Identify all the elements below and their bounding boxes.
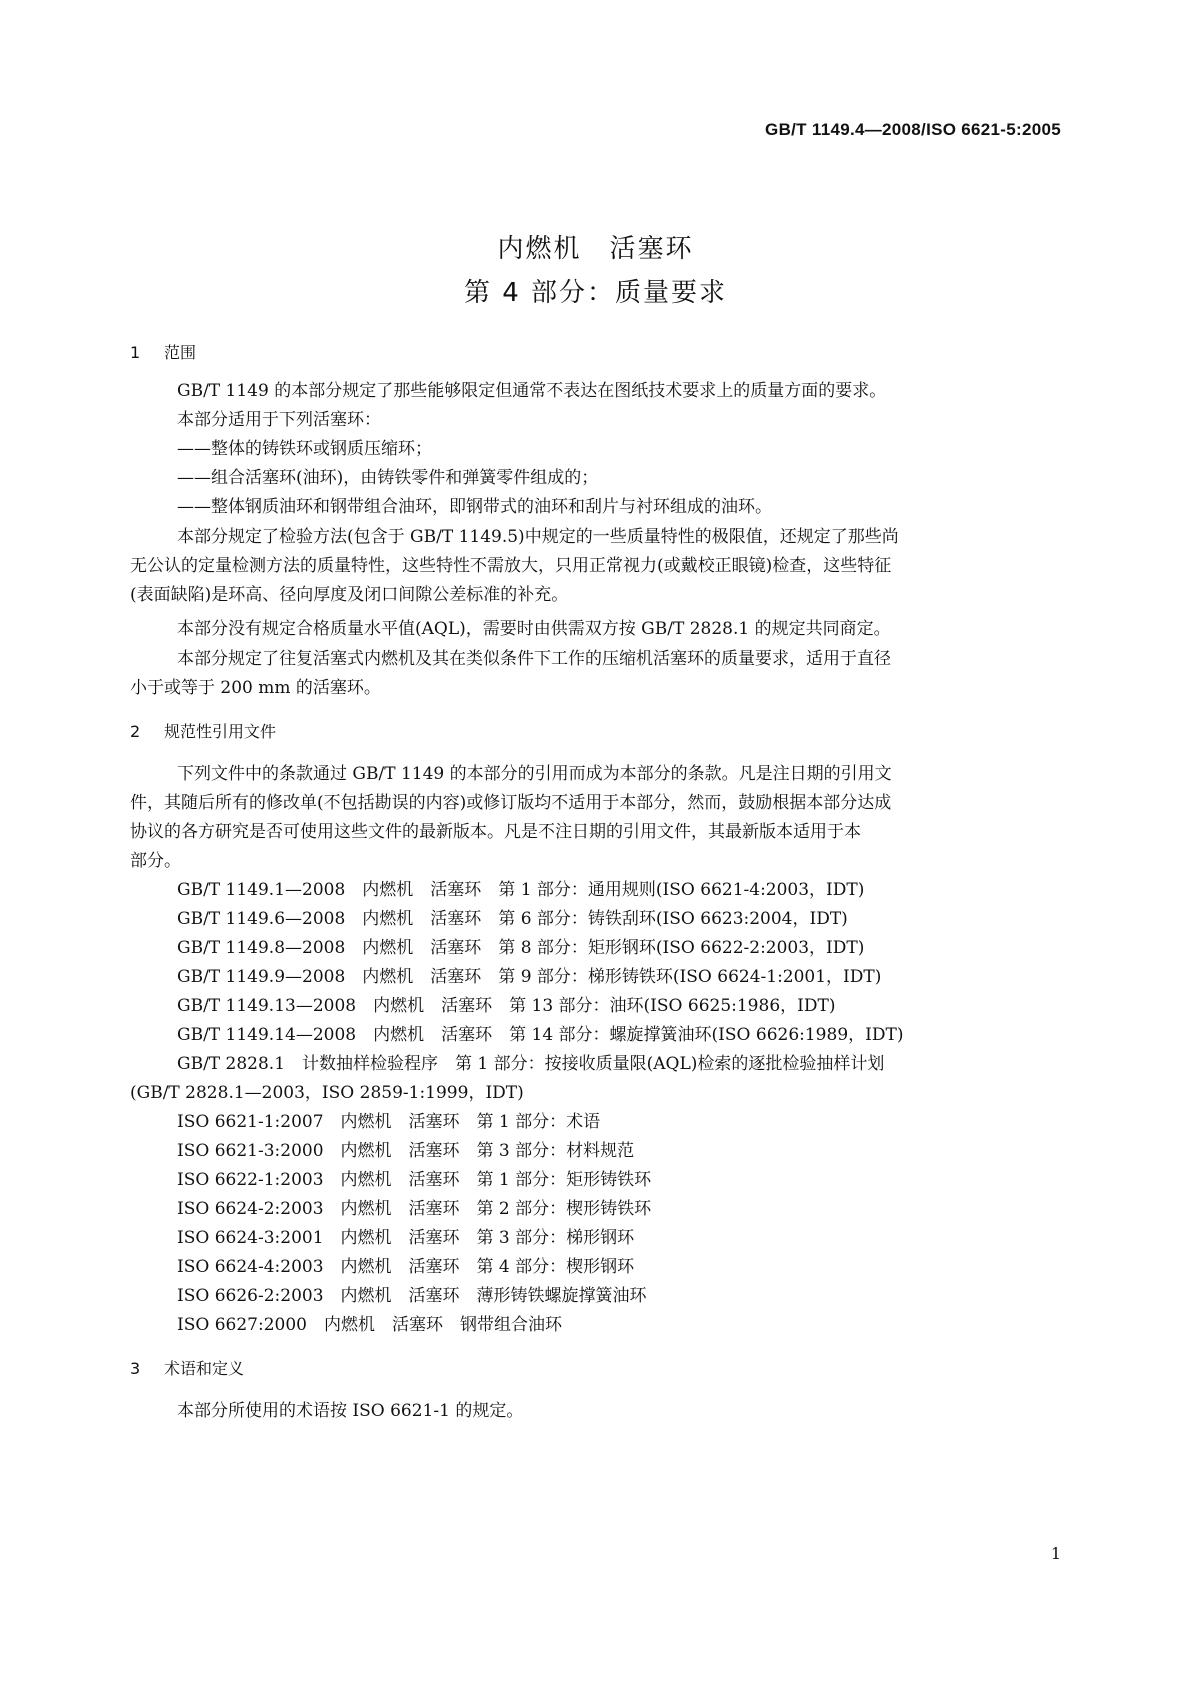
paragraph-line: 部分。 <box>130 851 181 871</box>
section-number: 1 <box>130 343 141 362</box>
reference-item: GB/T 1149.8—2008 内燃机 活塞环 第 8 部分：矩形钢环(ISO 6622-2:2003，IDT) <box>177 938 865 958</box>
paragraph-line: 本部分规定了检验方法(包含于 GB/T 1149.5)中规定的一些质量特性的极限值，还规定了那些尚 <box>177 527 899 547</box>
reference-item: ISO 6621-1:2007 内燃机 活塞环 第 1 部分：术语 <box>177 1112 601 1132</box>
paragraph-line: 本部分规定了往复活塞式内燃机及其在类似条件下工作的压缩机活塞环的质量要求，适用于直径 <box>177 649 891 669</box>
paragraph-line: 协议的各方研究是否可使用这些文件的最新版本。凡是不注日期的引用文件，其最新版本适用于本 <box>130 822 861 842</box>
reference-item: GB/T 1149.14—2008 内燃机 活塞环 第 14 部分：螺旋撑簧油环(ISO 6626:1989，IDT) <box>177 1025 904 1045</box>
page-number: 1 <box>1050 1544 1061 1563</box>
standard-code: GB/T 1149.4—2008/ISO 6621-5:2005 <box>765 120 1061 139</box>
reference-item: GB/T 2828.1 计数抽样检验程序 第 1 部分：按接收质量限(AQL)检索的逐批检验抽样计划 <box>177 1054 885 1074</box>
reference-item: GB/T 1149.13—2008 内燃机 活塞环 第 13 部分：油环(ISO 6625:1986，IDT) <box>177 996 836 1016</box>
list-item: ——组合活塞环(油环)，由铸铁零件和弹簧零件组成的； <box>177 468 599 488</box>
reference-item: ISO 6626-2:2003 内燃机 活塞环 薄形铸铁螺旋撑簧油环 <box>177 1286 647 1306</box>
section-number: 2 <box>130 722 141 741</box>
paragraph-line: 本部分适用于下列活塞环： <box>177 410 381 430</box>
reference-item: GB/T 1149.9—2008 内燃机 活塞环 第 9 部分：梯形铸铁环(ISO 6624-1:2001，IDT) <box>177 967 882 987</box>
reference-item: ISO 6621-3:2000 内燃机 活塞环 第 3 部分：材料规范 <box>177 1141 635 1161</box>
paragraph-line: 本部分所使用的术语按 ISO 6621-1 的规定。 <box>177 1401 524 1421</box>
section-title: 规范性引用文件 <box>164 722 277 741</box>
reference-item: ISO 6627:2000 内燃机 活塞环 钢带组合油环 <box>177 1315 562 1335</box>
document-title-main: 内燃机 活塞环 <box>497 234 694 264</box>
reference-item: GB/T 1149.6—2008 内燃机 活塞环 第 6 部分：铸铁刮环(ISO 6623:2004，IDT) <box>177 909 848 929</box>
paragraph-line: 小于或等于 200 mm 的活塞环。 <box>130 678 381 698</box>
reference-item: ISO 6622-1:2003 内燃机 活塞环 第 1 部分：矩形铸铁环 <box>177 1170 652 1190</box>
section-3-heading <box>130 1356 244 1379</box>
paragraph-line: 件，其随后所有的修改单(不包括勘误的内容)或修订版均不适用于本部分，然而，鼓励根据本部分达成 <box>130 793 892 813</box>
section-2-heading <box>130 719 276 742</box>
document-title-part: 第 4 部分：质量要求 <box>463 278 728 308</box>
reference-item: ISO 6624-3:2001 内燃机 活塞环 第 3 部分：梯形钢环 <box>177 1228 635 1248</box>
paragraph-line: 本部分没有规定合格质量水平值(AQL)，需要时由供需双方按 GB/T 2828.1 的规定共同商定。 <box>177 619 891 639</box>
list-item: ——整体的铸铁环或钢质压缩环； <box>177 439 432 459</box>
reference-item: ISO 6624-2:2003 内燃机 活塞环 第 2 部分：楔形铸铁环 <box>177 1199 652 1219</box>
section-1-heading <box>130 340 196 363</box>
section-title: 术语和定义 <box>164 1359 245 1378</box>
paragraph-line: 无公认的定量检测方法的质量特性，这些特性不需放大，只用正常视力(或戴校正眼镜)检查，这些特征 <box>130 556 892 576</box>
section-title: 范围 <box>164 343 197 362</box>
reference-item: GB/T 1149.1—2008 内燃机 活塞环 第 1 部分：通用规则(ISO 6621-4:2003，IDT) <box>177 880 865 900</box>
reference-item-continued: (GB/T 2828.1—2003，ISO 2859-1:1999，IDT) <box>130 1083 524 1103</box>
list-item: ——整体钢质油环和钢带组合油环，即钢带式的油环和刮片与衬环组成的油环。 <box>177 497 772 517</box>
section-number: 3 <box>130 1359 141 1378</box>
paragraph-line: 下列文件中的条款通过 GB/T 1149 的本部分的引用而成为本部分的条款。凡是注日期的引用文 <box>177 764 892 784</box>
reference-item: ISO 6624-4:2003 内燃机 活塞环 第 4 部分：楔形钢环 <box>177 1257 635 1277</box>
paragraph-line: (表面缺陷)是环高、径向厚度及闭口间隙公差标准的补充。 <box>130 585 569 605</box>
paragraph-line: GB/T 1149 的本部分规定了那些能够限定但通常不表达在图纸技术要求上的质量方面的要求。 <box>177 381 887 401</box>
